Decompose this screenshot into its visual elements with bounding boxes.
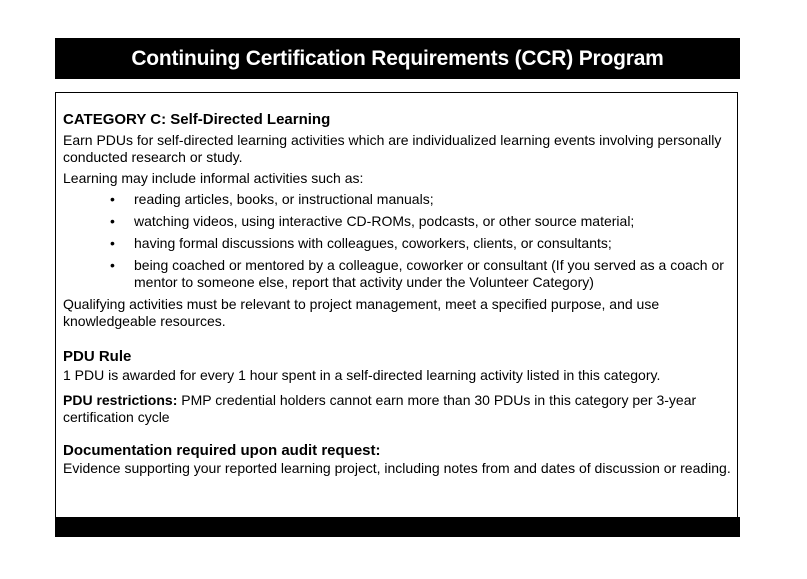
pdu-restrictions [63,392,731,426]
pdu-restrictions-text: PMP credential holders cannot earn more than 30 PDUs in this category per 3-year certification cycle [63,392,697,425]
documentation-text: Evidence supporting your reported learning project, including notes from and dates of discussion or reading. [63,460,731,476]
category-heading: CATEGORY C: Self-Directed Learning [63,111,331,128]
footer-bar [55,517,740,537]
pdu-rule-text: 1 PDU is awarded for every 1 hour spent in a self-directed learning activity listed in this category. [63,367,661,383]
bullet-icon: • [110,213,115,229]
qualifying-text: Qualifying activities must be relevant to project management, meet a specified purpose, and use knowledgeable resources. [63,296,660,329]
bullet-icon: • [110,191,115,207]
category-intro: Earn PDUs for self-directed learning activities which are individualized learning events involving personally conducted research or study. [63,132,722,165]
page-title: Continuing Certification Requirements (CCR) Program [131,46,664,70]
content-inner [63,111,731,477]
list-item-text: being coached or mentored by a colleague, coworker or consultant (If you served as a coach or mentor to someone else, report that activity under the Volunteer Category) [134,257,724,290]
list-item-text: watching videos, using interactive CD-ROMs, podcasts, or other source material; [134,213,635,229]
content-box [55,92,738,535]
list-item-text: reading articles, books, or instructional manuals; [134,191,434,207]
list-item-text: having formal discussions with colleagues, coworkers, clients, or consultants; [134,235,612,251]
learning-lead: Learning may include informal activities such as: [63,170,364,186]
title-bar [55,38,740,79]
pdu-rule-heading: PDU Rule [63,348,132,365]
activity-list [86,191,731,291]
list-item [86,213,731,230]
bullet-icon: • [110,235,115,251]
pdu-restrictions-label: PDU restrictions: [63,392,178,408]
bullet-icon: • [110,257,115,273]
list-item [86,191,731,208]
list-item [86,235,731,252]
documentation-heading: Documentation required upon audit request: [63,442,381,459]
list-item [86,257,731,291]
